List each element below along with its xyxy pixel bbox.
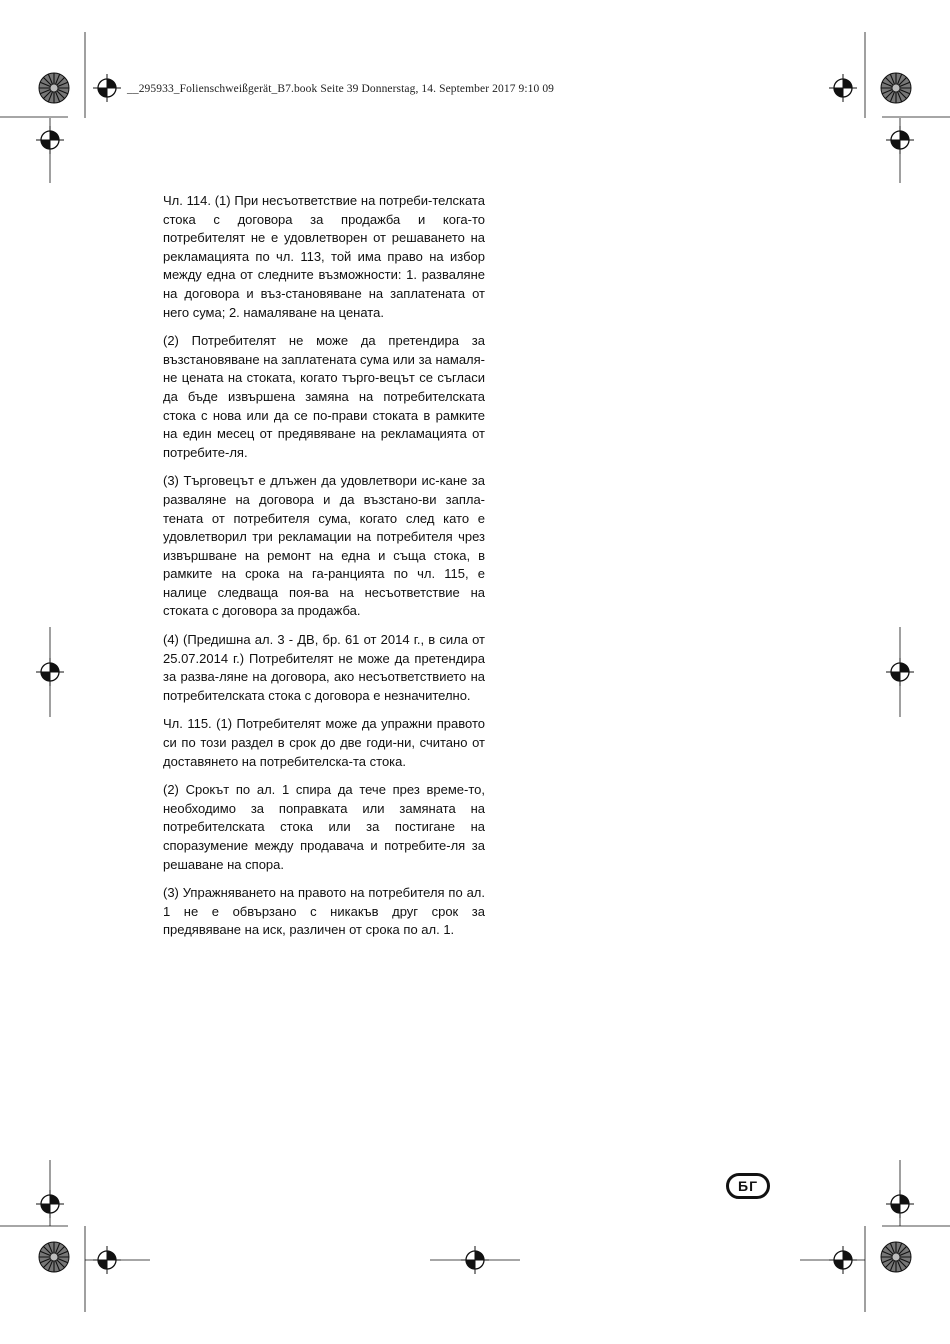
print-header: __295933_Folienschweißgerät_B7.book Seite 39 Donnerstag, 14. September 2017 9:10 09 — [127, 83, 555, 95]
reg-target-top-right-a — [829, 74, 857, 102]
star-wheel-bottom-right — [881, 1242, 911, 1272]
paragraph-art114-1: Чл. 114. (1) При несъответствие на потреби-телската стока с договора за продажба и кога-то потребителят не е удовлетворен от решаването на рекламацията по чл. 113, той има право на избор между една от следните възможности: 1. разваляне на договора и въз-становяване на заплатената от него сума; 2. намаляване на цената. — [163, 193, 485, 320]
paragraph-art115-2: (2) Срокът по ал. 1 спира да тече през време-то, необходимо за поправката или замяната на потребителската стока или за постигане на споразумение между продавача и потребите-ля за решаване на спора. — [163, 782, 485, 872]
language-badge: БГ — [726, 1173, 770, 1199]
paragraph-art114-4: (4) (Предишна ал. 3 - ДВ, бр. 61 от 2014 г., в сила от 25.07.2014 г.) Потребителят не може да претендира за разва-ляне на договора, ако несъответствието на потребителската стока с договора е незначително. — [163, 632, 485, 703]
document-body — [163, 192, 485, 950]
reg-target-top-left-a — [93, 74, 121, 102]
paragraph-art114-2: (2) Потребителят не може да претендира за възстановяване на заплатената сума или за намаля-не цената на стоката, когато търго-вецът се съгласи да бъде извършена замяна на потребителската стока с нова или да се по-прави стоката в рамките на един месец от предявяване на рекламацията от потребите-ля. — [163, 333, 485, 460]
star-wheel-top-right — [881, 73, 911, 103]
paragraph-art115-1: Чл. 115. (1) Потребителят може да упражни правото си по този раздел в срок до две годи-ни, считано от доставянето на потребителска-та стока. — [163, 716, 485, 769]
star-wheel-top-left — [39, 73, 69, 103]
star-wheel-bottom-left — [39, 1242, 69, 1272]
paragraph-art114-3: (3) Търговецът е длъжен да удовлетвори ис-кане за разваляне на договора и да възстано-ви запла-тената от потребителя сума, когато след като е удовлетворил три рекламации на потребителя чрез извършване на ремонт на една и съща стока, в рамките на срока на га-ранцията по чл. 115, е налице следваща поя-ва на несъответствие на стоката с договора за продажба. — [163, 473, 485, 619]
paragraph-art115-3: (3) Упражняването на правото на потребителя по ал. 1 не е обвързано с никакъв друг срок за предявяване на иск, различен от срока по ал. 1. — [163, 885, 485, 938]
